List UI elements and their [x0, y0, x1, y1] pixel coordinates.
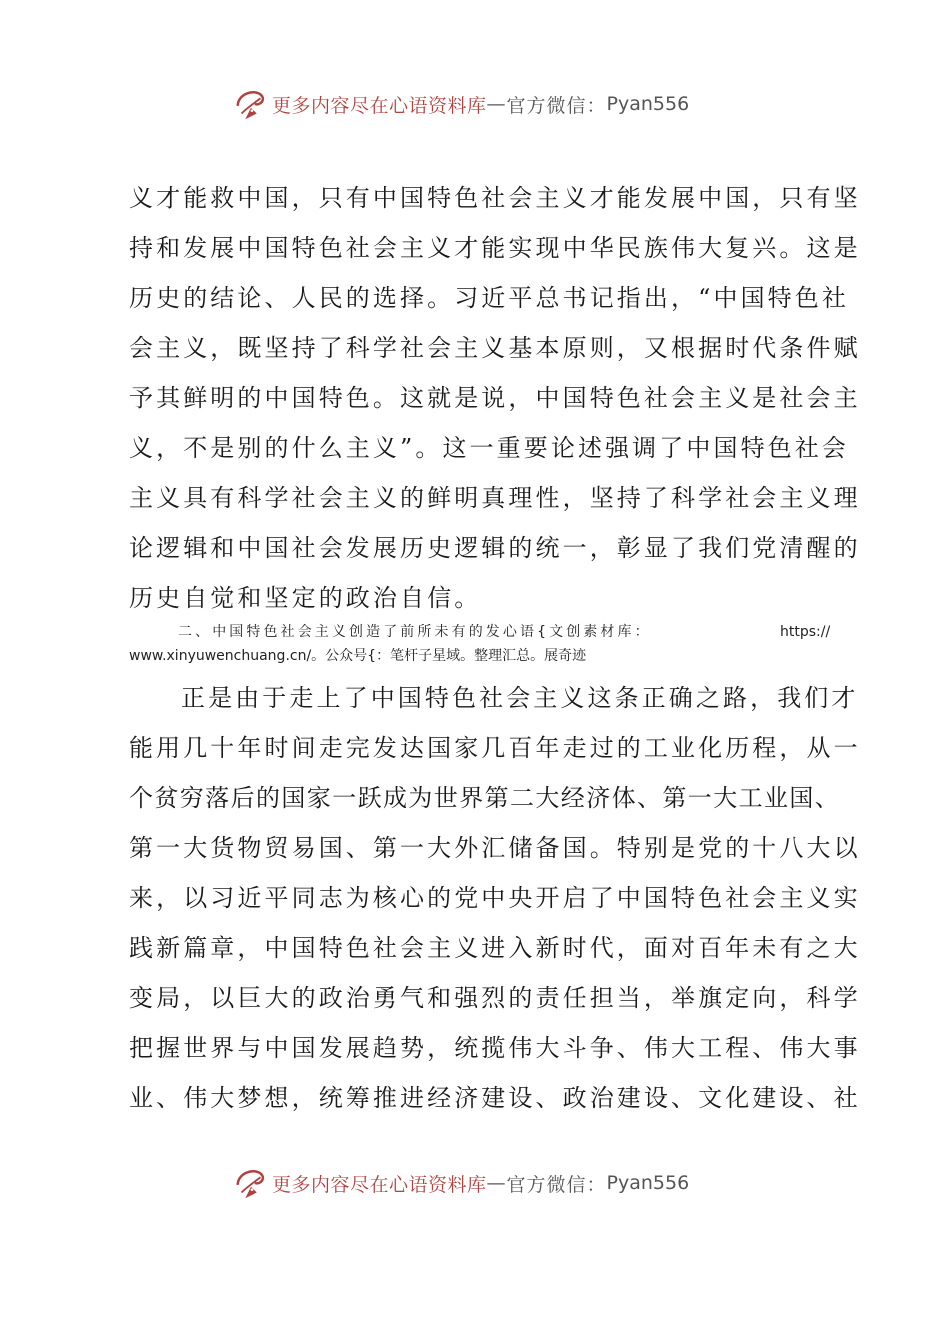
footer-contact-label: 官方微信：: [506, 1173, 607, 1196]
header-contact-id: Pyan556: [606, 93, 690, 115]
header-banner: [232, 84, 689, 124]
paragraph1-line: 义，不是别的什么主义”。这一重要论述强调了中国特色社会: [129, 434, 849, 462]
paragraph1-line: 予其鲜明的中国特色。这就是说，中国特色社会主义是社会主: [129, 384, 861, 412]
paragraph1-line: 义才能救中国，只有中国特色社会主义才能发展中国，只有坚: [129, 184, 861, 212]
paragraph1-line: 持和发展中国特色社会主义才能实现中华民族伟大复兴。这是: [129, 234, 861, 262]
pen-nib-swirl-icon: [232, 1164, 270, 1202]
pen-nib-swirl-icon: [232, 85, 270, 123]
footer-banner: [232, 1163, 689, 1203]
paragraph2-line: 能用几十年时间走完发达国家几百年走过的工业化历程，从一: [129, 734, 861, 762]
section-heading: 二、中国特色社会主义创造了前所未有的发心语{文创素材库：: [178, 624, 652, 640]
paragraph2-line: 把握世界与中国发展趋势，统揽伟大斗争、伟大工程、伟大事: [129, 1034, 861, 1062]
heading-url-line: www.xinyuwenchuang.cn/。公众号{：笔杆子星域。整理汇总。展奇迹: [129, 648, 587, 664]
paragraph1-line: 会主义，既坚持了科学社会主义基本原则，又根据时代条件赋: [129, 334, 861, 362]
footer-dash: —: [486, 1172, 507, 1194]
footer-brand: 更多内容尽在心语资料库: [272, 1173, 487, 1196]
header-dash: —: [486, 93, 507, 115]
paragraph1-line: 历史的结论、人民的选择。习近平总书记指出，“中国特色社: [129, 284, 849, 312]
paragraph2-line: 来，以习近平同志为核心的党中央开启了中国特色社会主义实: [129, 884, 861, 912]
header-contact-label: 官方微信：: [506, 94, 607, 117]
paragraph2-line: 变局，以巨大的政治勇气和强烈的责任担当，举旗定向，科学: [129, 984, 861, 1012]
paragraph1-line: 论逻辑和中国社会发展历史逻辑的统一，彰显了我们党清醒的: [129, 534, 861, 562]
footer-contact-id: Pyan556: [606, 1172, 690, 1194]
paragraph2-line: 第一大货物贸易国、第一大外汇储备国。特别是党的十八大以: [129, 834, 861, 862]
paragraph2-line: 践新篇章，中国特色社会主义进入新时代，面对百年未有之大: [129, 934, 861, 962]
paragraph2-line: 正是由于走上了中国特色社会主义这条正确之路，我们才: [181, 684, 859, 712]
paragraph1-line: 历史自觉和坚定的政治自信。: [129, 584, 482, 612]
heading-url-prefix: https://: [780, 624, 831, 640]
paragraph1-line: 主义具有科学社会主义的鲜明真理性，坚持了科学社会主义理: [129, 484, 861, 512]
paragraph2-line: 业、伟大梦想，统筹推进经济建设、政治建设、文化建设、社: [129, 1084, 861, 1112]
header-brand: 更多内容尽在心语资料库: [272, 94, 487, 117]
paragraph2-line: 个贫穷落后的国家一跃成为世界第二大经济体、第一大工业国、: [129, 784, 841, 812]
